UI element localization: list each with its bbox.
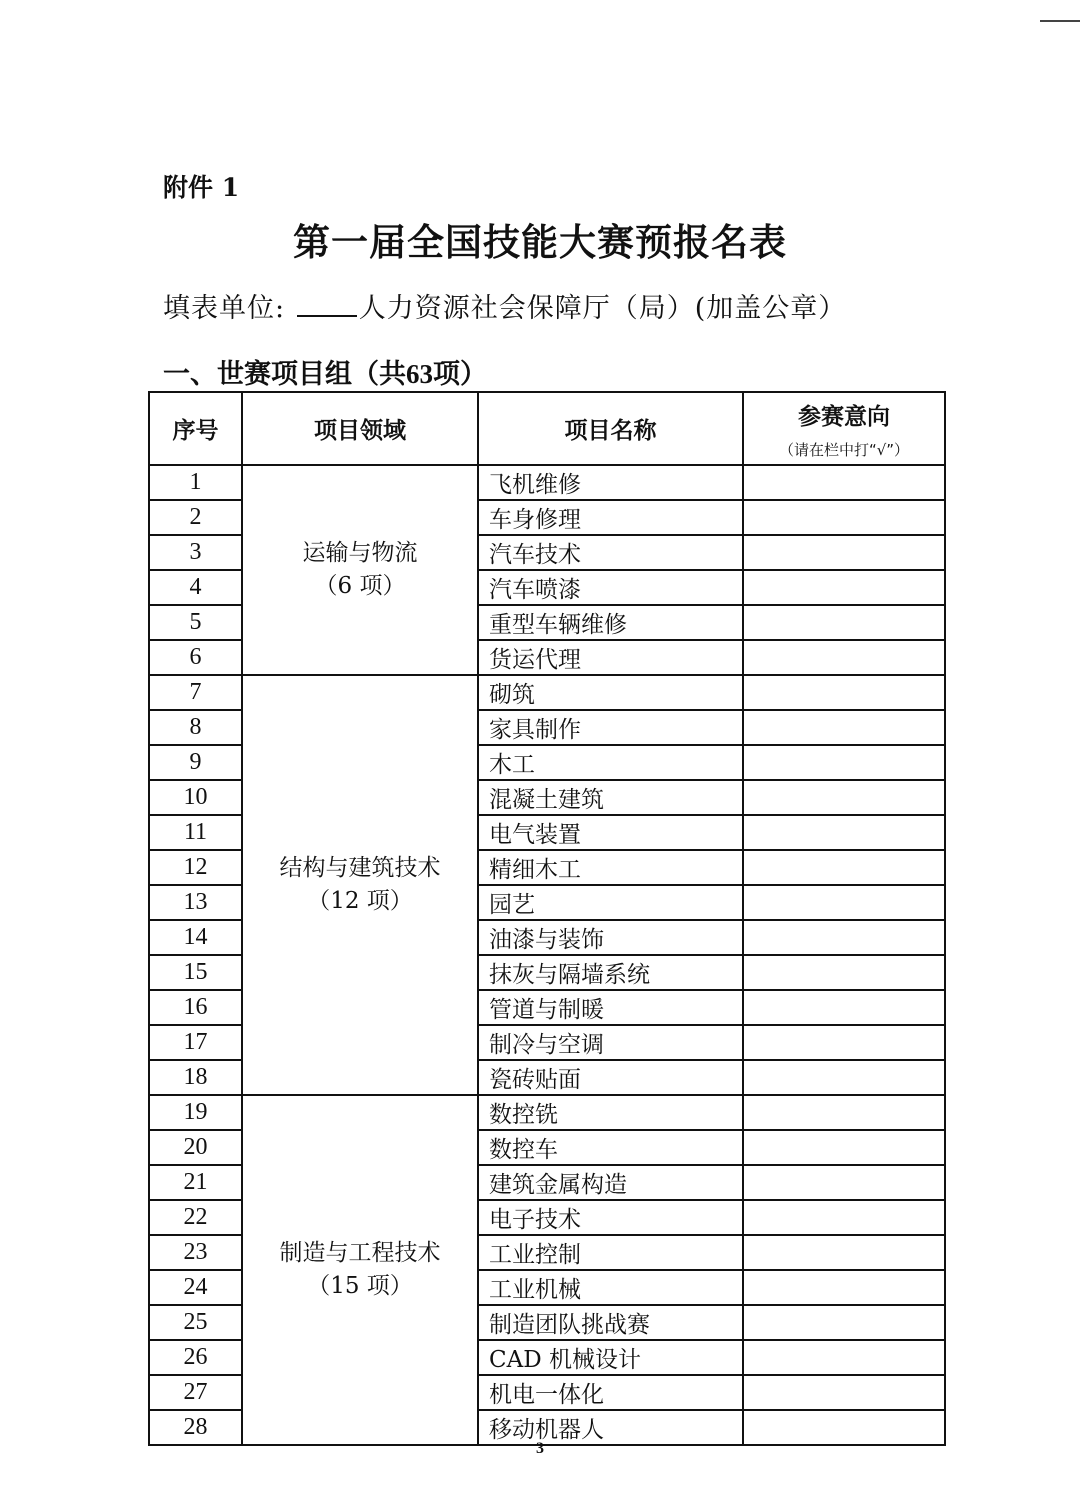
row-project-name: 数控车: [478, 1130, 743, 1165]
row-intent-check-cell[interactable]: [743, 570, 945, 605]
section-title-count: 63: [406, 359, 433, 389]
row-project-name: 车身修理: [478, 500, 743, 535]
row-seq: 3: [149, 535, 242, 570]
row-project-name: 移动机器人: [478, 1410, 743, 1445]
row-seq: 7: [149, 675, 242, 710]
section-title: [163, 352, 487, 391]
row-intent-check-cell[interactable]: [743, 640, 945, 675]
row-seq: 24: [149, 1270, 242, 1305]
attachment-label: 附件 1: [163, 173, 240, 202]
row-project-name: 工业控制: [478, 1235, 743, 1270]
row-intent-check-cell[interactable]: [743, 1095, 945, 1130]
row-project-name: 电子技术: [478, 1200, 743, 1235]
header-intent: [743, 392, 945, 465]
fill-unit-prefix: 填表单位:: [163, 293, 286, 324]
header-intent-note: （请在栏中打“√”）: [778, 440, 910, 459]
registration-table: [148, 391, 946, 1446]
row-project-name: 工业机械: [478, 1270, 743, 1305]
row-project-name: 电气装置: [478, 815, 743, 850]
row-seq: 18: [149, 1060, 242, 1095]
row-intent-check-cell[interactable]: [743, 1375, 945, 1410]
group-field-cell: [242, 465, 478, 675]
row-intent-check-cell[interactable]: [743, 605, 945, 640]
row-seq: 5: [149, 605, 242, 640]
row-seq: 14: [149, 920, 242, 955]
table-row: [149, 675, 945, 710]
section-title-before: 一、世赛项目组（共: [163, 359, 406, 390]
row-project-name: 管道与制暖: [478, 990, 743, 1025]
row-seq: 17: [149, 1025, 242, 1060]
section-title-after: 项）: [433, 359, 487, 390]
row-seq: 4: [149, 570, 242, 605]
row-seq: 27: [149, 1375, 242, 1410]
fill-unit-suffix: 人力资源社会保障厅（局）(加盖公章）: [358, 293, 847, 324]
row-intent-check-cell[interactable]: [743, 1200, 945, 1235]
table-body: [149, 465, 945, 1445]
row-project-name: 木工: [478, 745, 743, 780]
row-intent-check-cell[interactable]: [743, 1130, 945, 1165]
row-project-name: 精细木工: [478, 850, 743, 885]
fill-unit-blank[interactable]: [297, 315, 357, 317]
row-project-name: 重型车辆维修: [478, 605, 743, 640]
row-seq: 19: [149, 1095, 242, 1130]
row-intent-check-cell[interactable]: [743, 885, 945, 920]
header-field: 项目领域: [242, 392, 478, 465]
row-intent-check-cell[interactable]: [743, 955, 945, 990]
row-seq: 25: [149, 1305, 242, 1340]
table-row: [149, 465, 945, 500]
row-seq: 10: [149, 780, 242, 815]
table-header-row: [149, 392, 945, 465]
row-seq: 22: [149, 1200, 242, 1235]
group-count: （6 项）: [314, 573, 406, 599]
row-intent-check-cell[interactable]: [743, 1305, 945, 1340]
group-field-name: 结构与建筑技术: [279, 855, 441, 881]
group-field-name: 运输与物流: [302, 540, 418, 566]
page-number: 3: [536, 1440, 544, 1457]
row-seq: 12: [149, 850, 242, 885]
group-field-cell: [242, 1095, 478, 1445]
header-name: 项目名称: [478, 392, 743, 465]
row-intent-check-cell[interactable]: [743, 1340, 945, 1375]
row-project-name: 货运代理: [478, 640, 743, 675]
row-intent-check-cell[interactable]: [743, 780, 945, 815]
row-intent-check-cell[interactable]: [743, 710, 945, 745]
table-row: [149, 1095, 945, 1130]
fill-unit-line: [163, 286, 846, 325]
row-intent-check-cell[interactable]: [743, 465, 945, 500]
row-project-name: 建筑金属构造: [478, 1165, 743, 1200]
group-field-name: 制造与工程技术: [279, 1240, 441, 1266]
row-project-name: 制冷与空调: [478, 1025, 743, 1060]
row-intent-check-cell[interactable]: [743, 990, 945, 1025]
header-intent-label: 参赛意向: [798, 403, 890, 430]
row-project-name: 机电一体化: [478, 1375, 743, 1410]
row-project-name: 家具制作: [478, 710, 743, 745]
row-intent-check-cell[interactable]: [743, 1165, 945, 1200]
row-project-name: 混凝土建筑: [478, 780, 743, 815]
row-project-name: CAD 机械设计: [478, 1340, 743, 1375]
group-count: （15 项）: [307, 1273, 413, 1299]
row-intent-check-cell[interactable]: [743, 850, 945, 885]
row-project-name: 汽车喷漆: [478, 570, 743, 605]
row-seq: 23: [149, 1235, 242, 1270]
row-seq: 20: [149, 1130, 242, 1165]
row-seq: 16: [149, 990, 242, 1025]
row-seq: 28: [149, 1410, 242, 1445]
row-intent-check-cell[interactable]: [743, 920, 945, 955]
row-intent-check-cell[interactable]: [743, 1270, 945, 1305]
row-project-name: 砌筑: [478, 675, 743, 710]
row-seq: 9: [149, 745, 242, 780]
row-intent-check-cell[interactable]: [743, 745, 945, 780]
row-seq: 21: [149, 1165, 242, 1200]
row-project-name: 抹灰与隔墙系统: [478, 955, 743, 990]
row-intent-check-cell[interactable]: [743, 1060, 945, 1095]
row-project-name: 数控铣: [478, 1095, 743, 1130]
row-seq: 6: [149, 640, 242, 675]
row-project-name: 汽车技术: [478, 535, 743, 570]
row-intent-check-cell[interactable]: [743, 1025, 945, 1060]
row-seq: 26: [149, 1340, 242, 1375]
group-field-cell: [242, 675, 478, 1095]
row-seq: 1: [149, 465, 242, 500]
row-seq: 2: [149, 500, 242, 535]
row-project-name: 飞机维修: [478, 465, 743, 500]
row-seq: 11: [149, 815, 242, 850]
page-title: 第一届全国技能大赛预报名表: [293, 221, 787, 264]
row-intent-check-cell[interactable]: [743, 500, 945, 535]
row-intent-check-cell[interactable]: [743, 815, 945, 850]
row-intent-check-cell[interactable]: [743, 535, 945, 570]
group-count: （12 项）: [307, 888, 413, 914]
row-intent-check-cell[interactable]: [743, 675, 945, 710]
row-seq: 15: [149, 955, 242, 990]
header-seq: 序号: [149, 392, 242, 465]
row-seq: 8: [149, 710, 242, 745]
row-project-name: 制造团队挑战赛: [478, 1305, 743, 1340]
row-project-name: 园艺: [478, 885, 743, 920]
scan-edge-mark: [1040, 20, 1080, 22]
row-seq: 13: [149, 885, 242, 920]
row-project-name: 瓷砖贴面: [478, 1060, 743, 1095]
row-project-name: 油漆与装饰: [478, 920, 743, 955]
row-intent-check-cell[interactable]: [743, 1235, 945, 1270]
